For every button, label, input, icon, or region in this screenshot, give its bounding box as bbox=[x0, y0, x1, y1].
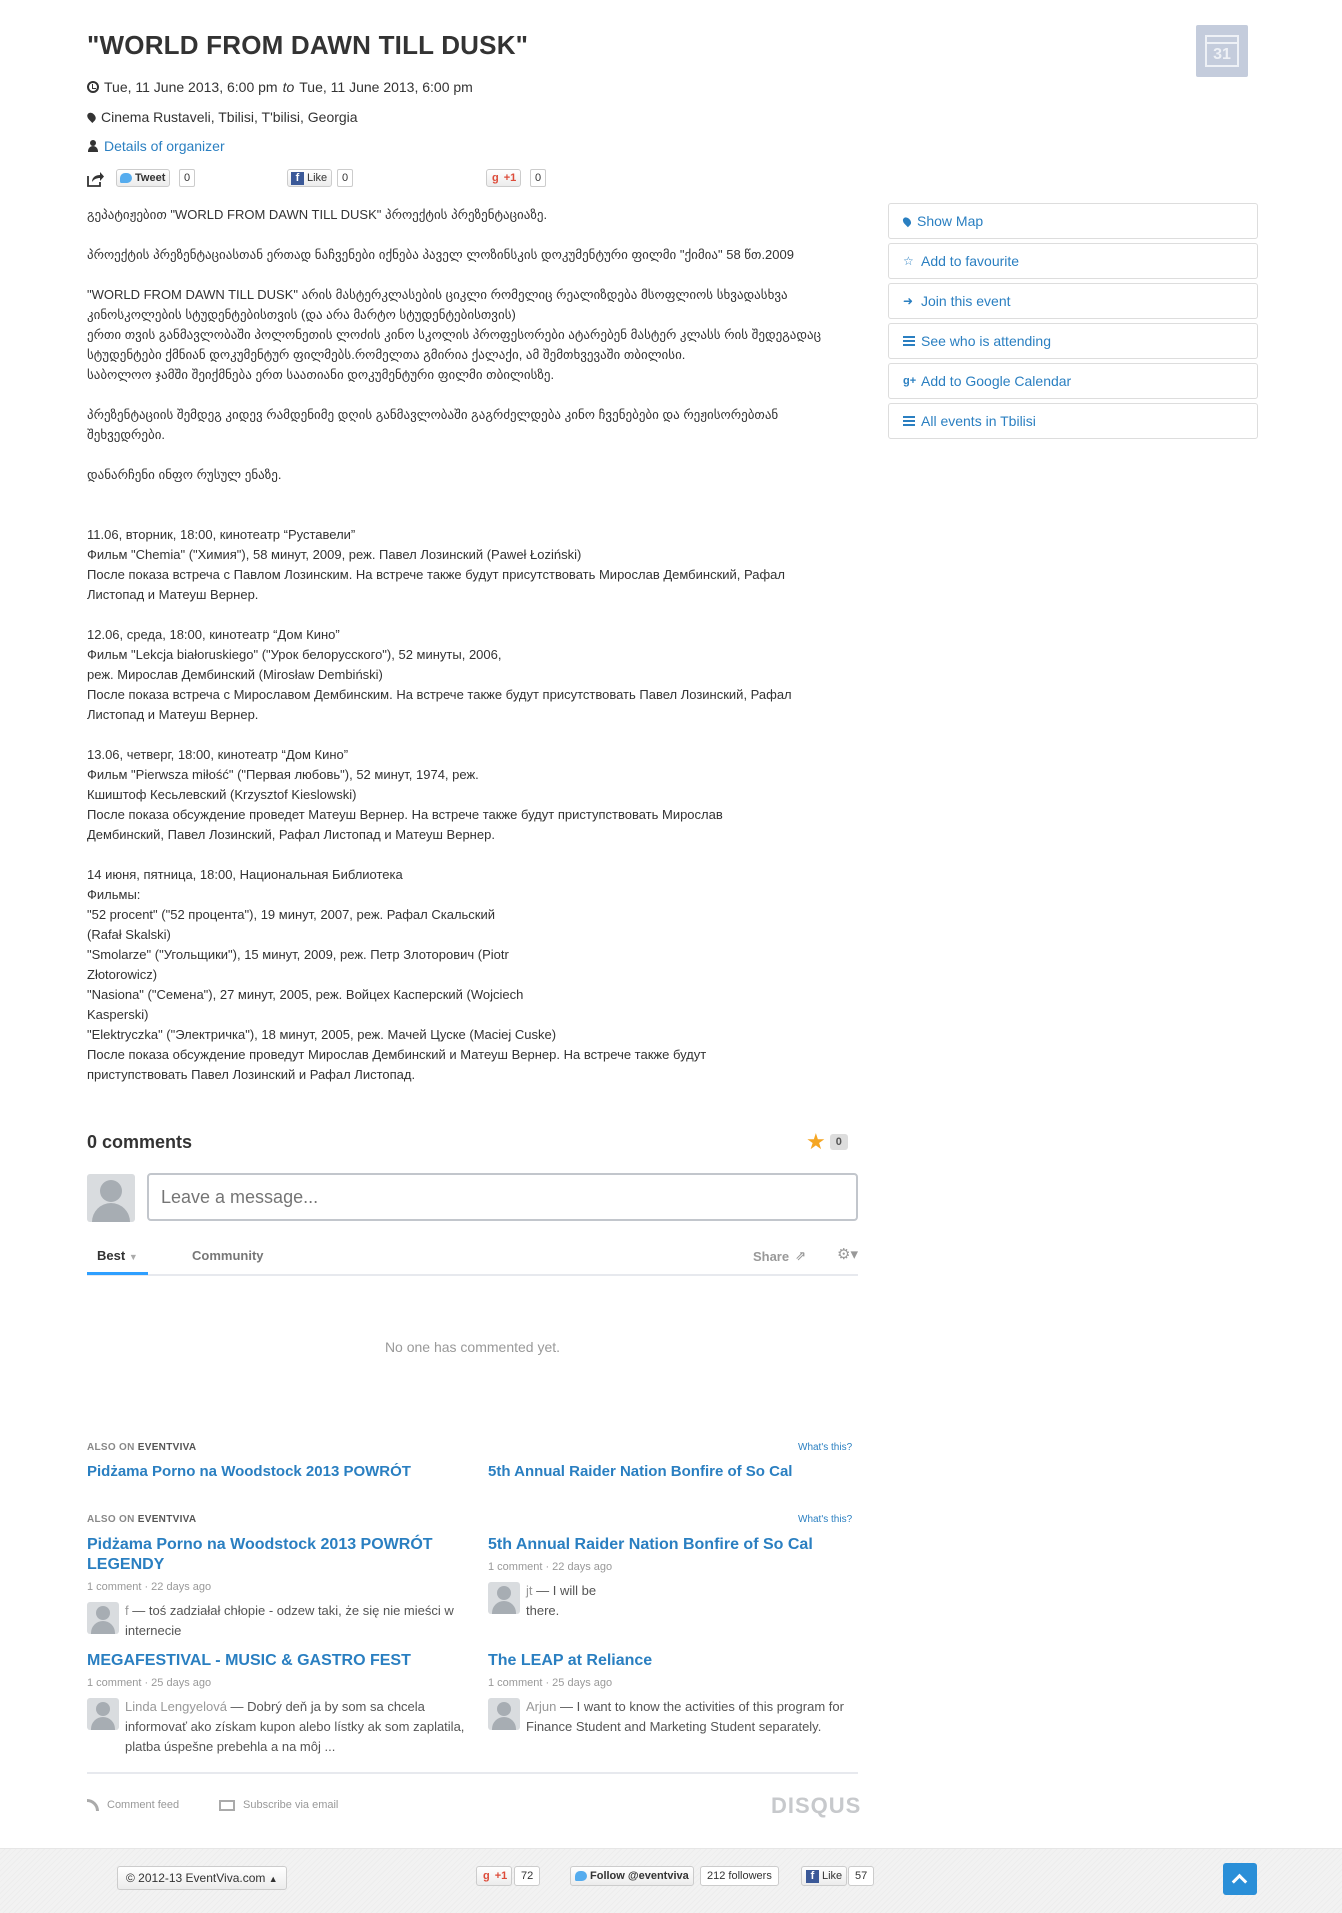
comment-author: f bbox=[125, 1603, 129, 1618]
also-on-label bbox=[87, 1514, 196, 1525]
gear-icon[interactable]: ⚙▾ bbox=[837, 1246, 858, 1263]
sign-in-icon: ➜ bbox=[903, 294, 914, 308]
comment-author: Linda Lengyelová bbox=[125, 1699, 227, 1714]
tab-best-label: Best bbox=[97, 1248, 126, 1263]
share-comments-button[interactable] bbox=[753, 1248, 806, 1264]
comments-count-title: 0 comments bbox=[87, 1132, 193, 1152]
discussion-meta: 1 comment · 25 days ago bbox=[87, 1677, 212, 1689]
also-on-text: ALSO ON bbox=[87, 1514, 135, 1525]
share-icon[interactable] bbox=[87, 171, 105, 187]
also-on-text: ALSO ON bbox=[87, 1442, 135, 1453]
like-count: 0 bbox=[337, 169, 353, 187]
copyright-text: © 2012-13 EventViva.com bbox=[126, 1871, 266, 1885]
calendar-day: 31 bbox=[1213, 46, 1231, 63]
description-paragraph: გეპატიჟებით "WORLD FROM DAWN TILL DUSK" პროექტის პრეზენტაციაზე. bbox=[87, 207, 548, 222]
tweet-label: Tweet bbox=[135, 172, 166, 184]
discussion-meta: 1 comment · 22 days ago bbox=[87, 1581, 212, 1593]
add-google-label: Add to Google Calendar bbox=[921, 373, 1072, 389]
like-label: Like bbox=[307, 172, 328, 184]
description-paragraph: 12.06, среда, 18:00, кинотеатр “Дом Кино” Фильм "Lekcja białoruskiego" ("Урок белорусского"), 52 минуты, 2006, реж. Мирослав Дембинский (Mirosław Dembiński) После показа встреча с Мирославом Дембинским. На встрече также будут присутствовать Павел Лозинский, Рафал Листопад и Матеуш Вернер. bbox=[87, 627, 792, 722]
facebook-icon: f bbox=[291, 172, 304, 185]
join-event-button[interactable] bbox=[888, 283, 1258, 319]
google-plus-icon: g+ bbox=[903, 375, 917, 387]
clipped-title[interactable]: 5th Annual Raider Nation Bonfire of So Cal bbox=[488, 1463, 793, 1477]
no-comments-message: No one has commented yet. bbox=[384, 1339, 561, 1355]
tab-best[interactable] bbox=[97, 1248, 138, 1263]
google-plus-button[interactable] bbox=[486, 169, 521, 187]
event-description bbox=[87, 205, 877, 1085]
share-label: Share bbox=[752, 1248, 790, 1264]
google-plus-icon: g bbox=[492, 171, 499, 184]
show-map-button[interactable] bbox=[888, 203, 1258, 239]
event-organizer bbox=[87, 138, 225, 154]
whats-this-link[interactable]: What's this? bbox=[798, 1442, 853, 1453]
facebook-like-button[interactable] bbox=[287, 169, 332, 187]
description-paragraph: პრეზენტაციის შემდეგ კიდევ რამდენიმე დღის განმავლობაში გაგრძელდება კინო ჩვენებები და რეჟისორებთან შეხვედრები. bbox=[87, 407, 779, 442]
star-icon: ★ bbox=[806, 1129, 826, 1154]
facebook-icon: f bbox=[806, 1870, 819, 1883]
description-paragraph: დანარჩენი ინფო რუსულ ენაზე. bbox=[87, 467, 282, 482]
event-date bbox=[87, 79, 473, 95]
subscribe-email-label: Subscribe via email bbox=[243, 1799, 339, 1811]
gplus-count: 0 bbox=[530, 169, 546, 187]
date-end: Tue, 11 June 2013, 6:00 pm bbox=[299, 79, 473, 95]
avatar bbox=[488, 1582, 520, 1614]
disqus-logo[interactable]: DISQUS bbox=[771, 1793, 862, 1818]
all-events-label: All events in Tbilisi bbox=[921, 413, 1036, 429]
list-icon bbox=[903, 336, 915, 346]
twitter-follow-button[interactable] bbox=[570, 1866, 694, 1886]
comments-tabs bbox=[87, 1240, 858, 1276]
comment-input[interactable] bbox=[147, 1173, 858, 1221]
user-icon bbox=[87, 140, 99, 152]
all-events-button[interactable] bbox=[888, 403, 1258, 439]
footer-like-button[interactable] bbox=[801, 1866, 847, 1886]
share-bar bbox=[87, 169, 567, 189]
twitter-icon bbox=[120, 173, 132, 183]
active-tab-indicator bbox=[87, 1272, 148, 1275]
caret-down-icon: ▼ bbox=[128, 1252, 138, 1262]
list-icon bbox=[903, 416, 915, 426]
also-on-brand: EVENTVIVA bbox=[137, 1514, 197, 1525]
comment-text: toś zadziałał chłopie - odzew taki, że się nie mieści w internecie bbox=[125, 1603, 454, 1638]
show-map-label: Show Map bbox=[917, 213, 984, 229]
whats-this-link[interactable]: What's this? bbox=[798, 1514, 853, 1525]
description-paragraph: 14 июня, пятница, 18:00, Национальная Библиотека Фильмы: "52 procent" ("52 процента"), 19 минут, 2007, реж. Рафал Скальский (Rafał Skalski) "Smolarze" ("Угольщики"), 15 минут, 2009, реж. Петр Злоторович (Piotr Złotorowicz) "Nasiona" ("Семена"), 27 минут, 2005, реж. Войцех Касперский (Wojciech Kasperski) "Elektryczka" ("Электричка"), 18 минут, 2005, реж. Мачей Цуске (Maciej Cuske) После показа обсуждение проведут Мирослав Дембинский и Матеуш Вернер. На встрече также будут приступствовать Павел Лозинский и Рафал Листопад. bbox=[87, 867, 707, 1082]
map-marker-icon bbox=[86, 111, 98, 123]
subscribe-email-link[interactable] bbox=[219, 1799, 338, 1811]
location-text: Cinema Rustaveli, Tbilisi, T'bilisi, Georgia bbox=[101, 109, 358, 125]
footer-like-label: Like bbox=[822, 1870, 843, 1882]
see-attending-button[interactable] bbox=[888, 323, 1258, 359]
star-outline-icon: ☆ bbox=[903, 254, 914, 268]
comment-text: I want to know the activities of this program for Finance Student and Marketing Student separately. bbox=[526, 1699, 844, 1734]
divider bbox=[87, 1772, 858, 1774]
tweet-button[interactable] bbox=[116, 169, 170, 187]
also-on-brand: EVENTVIVA bbox=[137, 1442, 197, 1453]
comment-text: I will be there. bbox=[526, 1583, 597, 1618]
also-on-label bbox=[87, 1442, 196, 1453]
description-paragraph: "WORLD FROM DAWN TILL DUSK" არის მასტერკლასების ციკლი რომელიც რეალიზდება მსოფლიოს სხვადასხვა კინოსკოლების სტუდენტებისთვის (და არა მარტო სტუდენტებისთვის) ერთი თვის განმავლობაში პოლონეთის ლოძის კინო სკოლის პროფესორები ატარებენ მასტერ კლასს რის შედეგადაც სტუდენტები ქმნიან დოკუმენტურ ფილმებს.რომელთა გმირია ქალაქი, ამ შემთხვევაში თბილისი. საბოლოო ჯამში შეიქმნება ერთ საათიანი დოკუმენტური ფილმი თბილისზე. bbox=[87, 287, 822, 382]
followers-count: 212 followers bbox=[700, 1866, 779, 1886]
follow-label: Follow @eventviva bbox=[590, 1870, 689, 1882]
clock-icon bbox=[87, 81, 99, 93]
comment-author: jt bbox=[526, 1583, 533, 1598]
tab-community[interactable]: Community bbox=[192, 1248, 264, 1263]
add-google-calendar-button[interactable] bbox=[888, 363, 1258, 399]
description-paragraph: 11.06, вторник, 18:00, кинотеатр “Руставели” Фильм "Chemia" ("Химия"), 58 минут, 2009, реж. Павел Лозинский (Paweł Łoziński) После показа встреча с Павлом Лозинским. На встрече также будут присутствовать Мирослав Дембинский, Рафал Листопад и Матеуш Вернер. bbox=[87, 527, 785, 602]
event-title: "WORLD FROM DAWN TILL DUSK" bbox=[87, 30, 529, 60]
copyright-button[interactable] bbox=[117, 1866, 287, 1890]
map-marker-icon bbox=[901, 215, 912, 226]
join-event-label: Join this event bbox=[921, 293, 1011, 309]
clipped-title[interactable]: Pidżama Porno na Woodstock 2013 POWRÓT bbox=[87, 1463, 411, 1477]
footer-gplus-label: +1 bbox=[494, 1870, 508, 1882]
footer-like-count: 57 bbox=[848, 1866, 874, 1886]
comment-feed-label: Comment feed bbox=[107, 1799, 180, 1811]
avatar bbox=[87, 1698, 119, 1730]
recommend-count: 0 bbox=[830, 1134, 848, 1150]
avatar bbox=[87, 1602, 119, 1634]
see-attending-label: See who is attending bbox=[921, 333, 1051, 349]
organizer-link[interactable]: Details of organizer bbox=[104, 138, 225, 154]
gplus-label: +1 bbox=[503, 172, 517, 184]
avatar bbox=[488, 1698, 520, 1730]
back-to-top-button[interactable] bbox=[1223, 1863, 1257, 1895]
discussion-title[interactable]: The LEAP at Reliance bbox=[488, 1652, 653, 1669]
discussion-excerpt[interactable]: Linda Lengyelová — Dobrý deň ja by som sa chcela informovať ako získam kupon alebo lístky ak som zaplatila, platba úspešne prebehla a na môj ... bbox=[125, 1699, 465, 1754]
discussion-title[interactable]: MEGAFESTIVAL - MUSIC & GASTRO FEST bbox=[87, 1652, 411, 1669]
date-to: to bbox=[282, 79, 295, 95]
description-paragraph: 13.06, четверг, 18:00, кинотеатр “Дом Кино” Фильм "Pierwsza miłość" ("Первая любовь"), 52 минут, 1974, реж. Кшиштоф Кесьлевский (Krzysztof Kieslowski) После показа обсуждение проведет Матеуш Вернер. На встрече также будут приступствовать Мирослав Дембинский, Павел Лозинский, Рафал Листопад и Матеуш Вернер. bbox=[87, 747, 723, 842]
discussion-excerpt[interactable]: Arjun — I want to know the activities of this program for Finance Student and Marketing Student separately. bbox=[526, 1699, 844, 1734]
tweet-count: 0 bbox=[179, 169, 195, 187]
add-favourite-label: Add to favourite bbox=[921, 253, 1020, 269]
calendar-icon[interactable] bbox=[1196, 25, 1248, 77]
envelope-icon bbox=[219, 1800, 235, 1811]
add-favourite-button[interactable] bbox=[888, 243, 1258, 279]
comment-feed-link[interactable] bbox=[87, 1799, 179, 1811]
discussion-meta: 1 comment · 22 days ago bbox=[488, 1561, 613, 1573]
clipped-discussions bbox=[87, 1463, 858, 1477]
discussion-excerpt[interactable]: f — toś zadziałał chłopie - odzew taki, że się nie mieści w internecie bbox=[125, 1603, 454, 1638]
avatar bbox=[87, 1174, 135, 1222]
rss-icon bbox=[87, 1799, 99, 1811]
comment-text: Dobrý deň ja by som sa chcela informovať ako získam kupon alebo lístky ak som zaplatila, platba úspešne prebehla a na môj ... bbox=[125, 1699, 465, 1754]
twitter-icon bbox=[575, 1871, 587, 1881]
footer-gplus-count: 72 bbox=[514, 1866, 540, 1886]
share-icon: ⇗ bbox=[795, 1248, 806, 1263]
discussion-title[interactable]: Pidżama Porno na Woodstock 2013 POWRÓT LEGENDY bbox=[87, 1536, 433, 1573]
comment-author: Arjun bbox=[526, 1699, 557, 1714]
description-paragraph: პროექტის პრეზენტაციასთან ერთად ნაჩვენები იქნება პაველ ლოზინსკის დოკუმენტური ფილმი "ქიმია" 58 წთ.2009 bbox=[87, 247, 794, 262]
discussion-meta: 1 comment · 25 days ago bbox=[488, 1677, 613, 1689]
discussion-excerpt[interactable]: jt — I will be there. bbox=[526, 1583, 597, 1618]
event-location bbox=[87, 109, 358, 125]
recommend-button[interactable] bbox=[806, 1131, 848, 1153]
date-start: Tue, 11 June 2013, 6:00 pm bbox=[104, 79, 278, 95]
footer-gplus-button[interactable] bbox=[476, 1866, 512, 1886]
caret-up-icon: ▲ bbox=[268, 1874, 278, 1884]
google-plus-icon: g bbox=[483, 1869, 490, 1882]
discussion-title[interactable]: 5th Annual Raider Nation Bonfire of So Cal bbox=[488, 1536, 813, 1553]
